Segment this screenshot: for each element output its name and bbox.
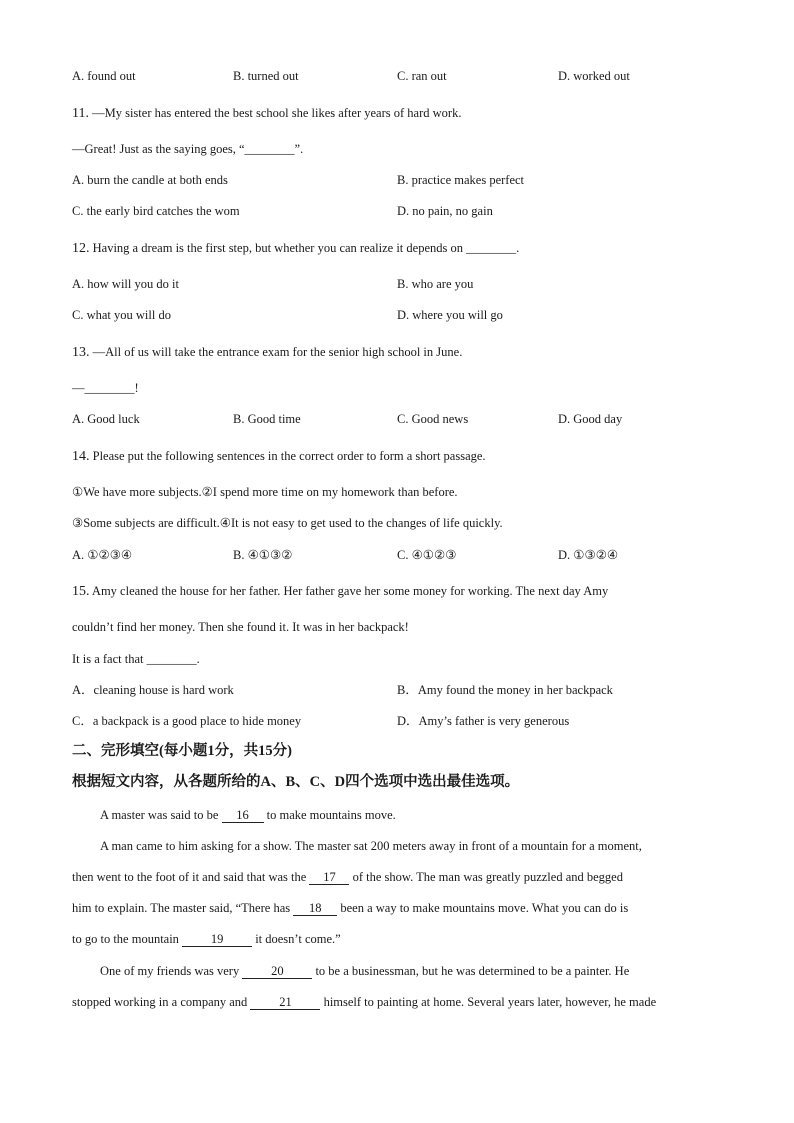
q13-line2: —________! [72, 381, 139, 395]
q11-line2-prefix: —Great! Just as the saying goes, “ [72, 142, 245, 156]
q14-option-d: D. ①③②④ [558, 548, 619, 562]
passage-p1-pre: A master was said to be [100, 808, 222, 822]
q11-option-d: D. no pain, no gain [397, 204, 493, 218]
q13-option-b: B. Good time [233, 412, 301, 426]
passage-p2-line1: A man came to him asking for a show. The master sat 200 meters away in front of a mountain for a moment, [100, 839, 642, 853]
q11-option-b: B. practice makes perfect [397, 173, 525, 187]
q10-option-b: B. turned out [233, 69, 299, 83]
passage-p1 [100, 807, 396, 823]
blank-16: 16 [222, 809, 264, 823]
q12-text: Having a dream is the first step, but whether you can realize it depends on ________. [89, 241, 520, 255]
q11-line1: —My sister has entered the best school she likes after years of hard work. [88, 106, 462, 120]
blank-17: 17 [309, 871, 349, 885]
q14-text: Please put the following sentences in the correct order to form a short passage. [89, 449, 486, 463]
q12-stem [72, 240, 519, 257]
q12-option-d: D. where you will go [397, 308, 503, 322]
blank-19: 19 [182, 933, 252, 947]
section2-title: 二、完形填空(每小题1分，共15分) [72, 743, 292, 759]
q10-option-d: D. worked out [558, 69, 630, 83]
passage-p3-line1 [100, 963, 629, 979]
q12-number: 12. [72, 241, 90, 256]
passage-p2-line3 [72, 900, 628, 916]
q11-option-a: A. burn the candle at both ends [72, 173, 228, 187]
q13-option-c: C. Good news [397, 412, 469, 426]
passage-p3-l1-post: to be a businessman, but he was determined to be a painter. He [312, 964, 630, 978]
q14-stem [72, 448, 486, 465]
q13-option-d: D. Good day [558, 412, 623, 426]
q10-option-a: A. found out [72, 69, 136, 83]
q12-option-a: A. how will you do it [72, 277, 179, 291]
q11-line2-suffix: ”. [294, 142, 304, 156]
q14-option-b: B. ④①③② [233, 548, 293, 562]
q15-option-c: C．a backpack is a good place to hide money [72, 714, 302, 728]
passage-p3-l1-pre: One of my friends was very [100, 964, 243, 978]
q14-option-c: C. ④①②③ [397, 548, 457, 562]
q11-number: 11. [72, 106, 89, 121]
q11-line2-blank: ________ [244, 142, 295, 156]
section2-instruction: 根据短文内容，从各题所给的A、B、C、D四个选项中选出最佳选项。 [72, 774, 520, 790]
q13-number: 13. [72, 345, 90, 360]
q15-option-a: A．cleaning house is hard work [72, 683, 234, 697]
passage-p2-l3-pre: him to explain. The master said, “There has [72, 901, 294, 915]
q15-line3: It is a fact that ________. [72, 652, 200, 666]
passage-p2-l2-post: of the show. The man was greatly puzzled and begged [349, 870, 623, 884]
q14-option-a: A. ①②③④ [72, 548, 133, 562]
q13-line1: —All of us will take the entrance exam for the senior high school in June. [89, 345, 463, 359]
passage-p2-l4-pre: to go to the mountain [72, 932, 183, 946]
q12-option-b: B. who are you [397, 277, 474, 291]
passage-p3-l2-post: himself to painting at home. Several years later, however, he made [320, 995, 657, 1009]
passage-p2-l2-pre: then went to the foot of it and said that was the [72, 870, 310, 884]
q15-number: 15. [72, 584, 90, 599]
q13-option-a: A. Good luck [72, 412, 140, 426]
q11-line2 [72, 141, 303, 157]
q15-line2: couldn’t find her money. Then she found it. It was in her backpack! [72, 620, 409, 634]
q11-stem [72, 105, 461, 122]
q15-line1: Amy cleaned the house for her father. Her father gave her some money for working. The next day Amy [89, 584, 609, 598]
passage-p3-l2-pre: stopped working in a company and [72, 995, 251, 1009]
passage-p2-line2 [72, 869, 623, 885]
q10-option-c: C. ran out [397, 69, 447, 83]
passage-p1-post: to make mountains move. [263, 808, 396, 822]
q15-stem [72, 583, 608, 600]
q15-option-b: B．Amy found the money in her backpack [397, 683, 613, 697]
q14-sentences-2: ③Some subjects are difficult.④It is not easy to get used to the changes of life quickly. [72, 516, 503, 530]
passage-p2-l4-post: it doesn’t come.” [252, 932, 341, 946]
blank-20: 20 [242, 965, 312, 979]
q15-option-d: D．Amy’s father is very generous [397, 714, 570, 728]
q11-option-c: C. the early bird catches the wom [72, 204, 240, 218]
q12-option-c: C. what you will do [72, 308, 171, 322]
passage-p2-line4 [72, 931, 341, 947]
q14-sentences-1: ①We have more subjects.②I spend more time on my homework than before. [72, 485, 458, 499]
blank-21: 21 [250, 996, 320, 1010]
passage-p2-l3-post: been a way to make mountains move. What you can do is [337, 901, 629, 915]
passage-p3-line2 [72, 994, 656, 1010]
q13-stem [72, 344, 462, 361]
blank-18: 18 [293, 902, 337, 916]
q14-number: 14. [72, 449, 90, 464]
